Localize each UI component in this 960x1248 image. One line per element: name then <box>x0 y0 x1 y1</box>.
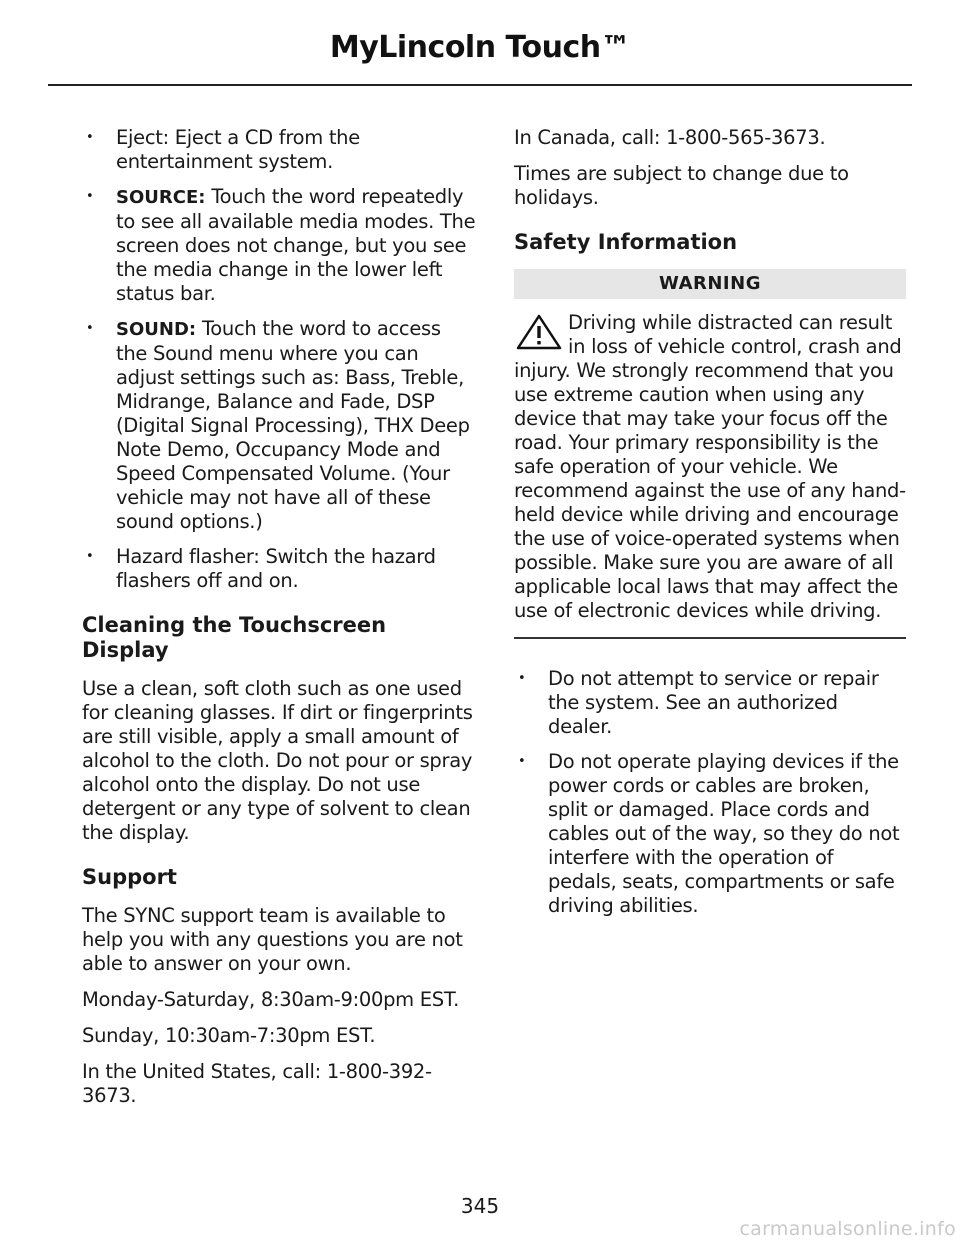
caution-bullet-list <box>514 667 906 918</box>
bullet-bold-term: SOUND: <box>116 319 197 340</box>
support-heading: Support <box>82 865 177 889</box>
cleaning-heading: Cleaning the Touchscreen Display <box>82 613 387 662</box>
list-item <box>82 317 476 534</box>
warning-box <box>514 311 906 623</box>
bullet-text: Hazard flasher: Switch the hazard flashers off and on. <box>116 545 436 592</box>
bullet-icon: • <box>518 670 526 686</box>
bullet-text: Eject: Eject a CD from the entertainment system. <box>116 126 360 173</box>
list-item <box>82 545 476 593</box>
page-title: MyLincoln Touch™ <box>329 30 631 65</box>
bullet-icon: • <box>518 753 526 769</box>
bullet-text: Touch the word repeatedly to see all available media modes. The screen does not change, but you see the media change in the lower left status bar. <box>116 185 476 305</box>
left-column <box>82 126 476 1120</box>
bullet-text: Touch the word to access the Sound menu where you can adjust settings such as: Bass, Treble, Midrange, Balance and Fade, DSP (Digital Signal Processing), THX Deep Note Demo, Occupancy Mode and Speed Compensated Volume. (Your vehicle may not have all of these sound options.) <box>116 317 470 533</box>
bullet-icon: • <box>86 130 94 145</box>
watermark: carmanualsonline.info <box>739 1218 956 1240</box>
list-item <box>514 750 906 918</box>
support-phone-canada: In Canada, call: 1-800-565-3673. <box>514 126 826 149</box>
cleaning-paragraph: Use a clean, soft cloth such as one used for cleaning glasses. If dirt or fingerprints are still visible, apply a small amount of alcohol to the cloth. Do not pour or spray alcohol onto the display. Do not use detergent or any type of solvent to clean the display. <box>82 677 473 844</box>
warning-divider <box>514 637 906 639</box>
warning-label: WARNING <box>514 269 906 299</box>
warning-triangle-icon <box>514 313 564 351</box>
holiday-note: Times are subject to change due to holidays. <box>514 162 849 209</box>
feature-bullet-list <box>82 126 476 593</box>
safety-heading: Safety Information <box>514 230 738 254</box>
header-divider <box>48 84 912 86</box>
warning-text: Driving while distracted can result in loss of vehicle control, crash and injury. We strongly recommend that you use extreme caution when using any device that may take your focus off the road. Your primary responsibility is the safe operation of your vehicle. We recommend against the use of any hand-held device while driving and encourage the use of voice-operated systems when possible. Make sure you are aware of all applicable local laws that may affect the use of electronic devices while driving. <box>514 311 906 622</box>
list-item <box>514 667 906 739</box>
support-paragraph: The SYNC support team is available to help you with any questions you are not able to answer on your own. <box>82 904 463 975</box>
bullet-icon: • <box>86 321 94 336</box>
bullet-bold-term: SOURCE: <box>116 187 206 208</box>
support-hours-weekday: Monday-Saturday, 8:30am-9:00pm EST. <box>82 988 460 1011</box>
list-item <box>82 126 476 174</box>
list-item <box>82 185 476 306</box>
bullet-icon: • <box>86 189 94 204</box>
page-number: 345 <box>460 1194 500 1218</box>
support-phone-us: In the United States, call: 1-800-392-3673. <box>82 1060 432 1107</box>
right-column <box>514 126 906 938</box>
support-hours-sunday: Sunday, 10:30am-7:30pm EST. <box>82 1024 376 1047</box>
bullet-text: Do not operate playing devices if the power cords or cables are broken, split or damaged. Place cords and cables out of the way, so they do not interfere with the operation of pedals, seats, compartments or safe driving abilities. <box>548 749 900 917</box>
bullet-icon: • <box>86 549 94 564</box>
bullet-text: Do not attempt to service or repair the system. See an authorized dealer. <box>548 666 879 738</box>
